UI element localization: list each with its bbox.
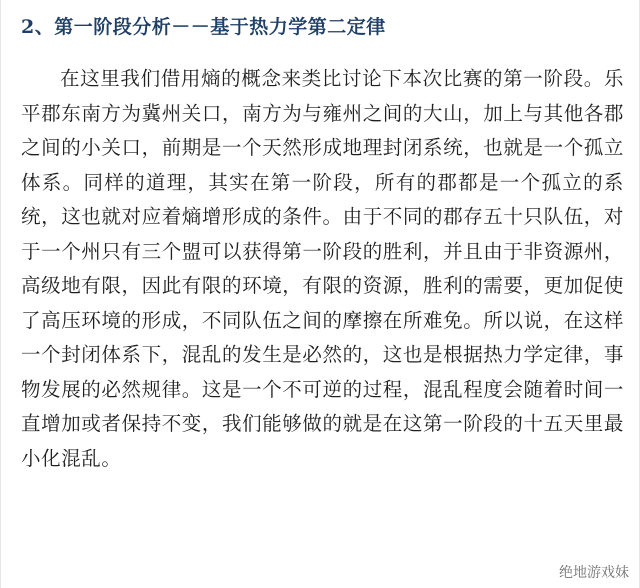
watermark: 绝地游戏妹 xyxy=(559,565,629,581)
section-heading: 2、第一阶段分析－－基于热力学第二定律 xyxy=(21,16,386,38)
body-paragraph: 在这里我们借用熵的概念来类比讨论下本次比赛的第一阶段。乐平郡东南方为冀州关口，南方为与雍州之间的大山，加上与其他各郡之间的小关口，前期是一个天然形成地理封闭系统，也就是一个孤立体系。同样的道理，其实在第一阶段，所有的郡都是一个孤立的系统，这也就对应着熵增形成的条件。由于不同的郡存五十只队伍，对于一个州只有三个盟可以获得第一阶段的胜利，并且由于非资源州，高级地有限，因此有限的环境，有限的资源，胜利的需要，更加促使了高压环境的形成，不同队伍之间的摩擦在所难免。所以说，在这样一个封闭体系下，混乱的发生是必然的，这也是根据热力学定律，事物发展的必然规律。这是一个不可逆的过程，混乱程度会随着时间一直增加或者保持不变，我们能够做的就是在这第一阶段的十五天里最小化混乱。 xyxy=(21,67,625,470)
